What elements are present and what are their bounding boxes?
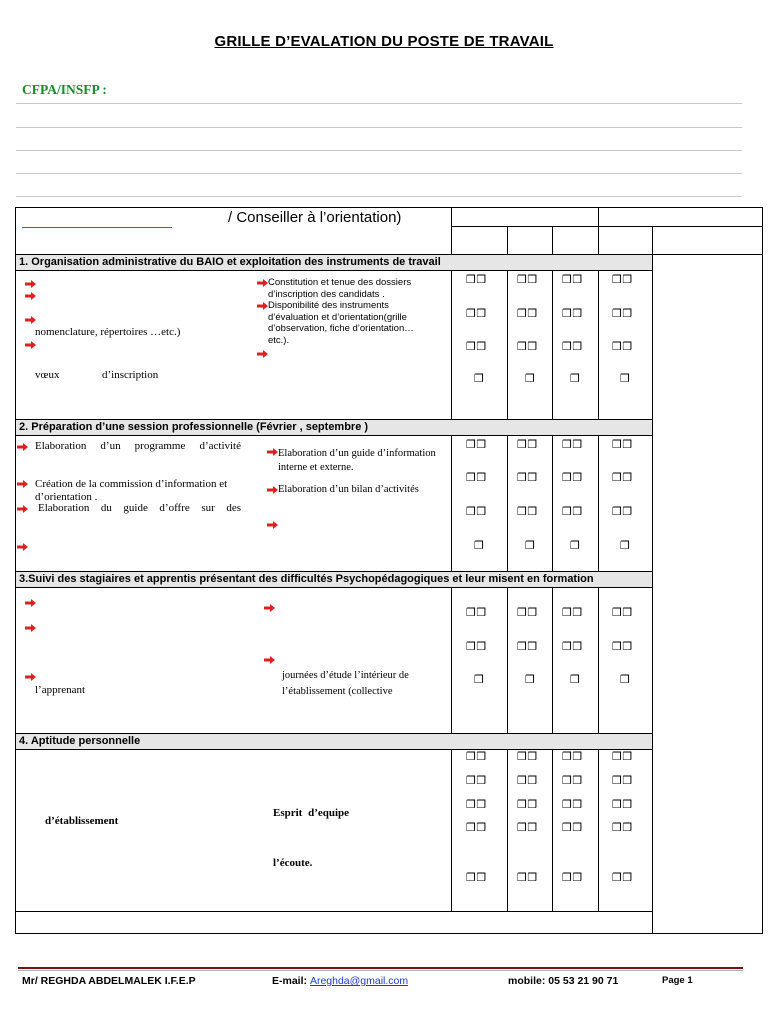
checkbox-single[interactable]: ❒ <box>570 372 581 385</box>
red-arrow-icon <box>264 656 275 664</box>
page-title: GRILLE D’EVALATION DU POSTE DE TRAVAIL <box>214 33 554 50</box>
section-2-right-text: Elaboration d’un bilan d’activités <box>278 484 419 495</box>
checkbox-pair[interactable]: ❒❒ <box>466 340 487 353</box>
footer-rule <box>18 970 743 971</box>
checkbox-pair[interactable]: ❒❒ <box>612 774 633 787</box>
red-arrow-icon <box>25 341 36 349</box>
checkbox-pair[interactable]: ❒❒ <box>612 307 633 320</box>
red-arrow-icon <box>25 599 36 607</box>
checkbox-pair[interactable]: ❒❒ <box>466 821 487 834</box>
checkbox-pair[interactable]: ❒❒ <box>517 307 538 320</box>
checkbox-pair[interactable]: ❒❒ <box>562 505 583 518</box>
checkbox-pair[interactable]: ❒❒ <box>562 606 583 619</box>
section-1-left-text: vœux <box>35 369 60 381</box>
section-4-right-text: l’écoute. <box>273 857 313 869</box>
checkbox-pair[interactable]: ❒❒ <box>562 340 583 353</box>
checkbox-pair[interactable]: ❒❒ <box>562 871 583 884</box>
checkbox-pair[interactable]: ❒❒ <box>612 438 633 451</box>
checkbox-pair[interactable]: ❒❒ <box>466 774 487 787</box>
checkbox-pair[interactable]: ❒❒ <box>612 640 633 653</box>
checkbox-pair[interactable]: ❒❒ <box>517 340 538 353</box>
section-4-left-text: d’établissement <box>45 815 119 827</box>
section-2-left-text: Création de la commission d’information et d’orientation . <box>35 478 228 503</box>
name-field-underline[interactable] <box>22 227 172 228</box>
blank-line[interactable] <box>16 127 742 128</box>
email-link[interactable]: Areghda@gmail.com <box>309 975 409 987</box>
checkbox-pair[interactable]: ❒❒ <box>466 505 487 518</box>
checkbox-pair[interactable]: ❒❒ <box>612 340 633 353</box>
footer-mobile: mobile: 05 53 21 90 71 <box>508 975 619 987</box>
checkbox-pair[interactable]: ❒❒ <box>562 438 583 451</box>
checkbox-pair[interactable]: ❒❒ <box>562 821 583 834</box>
checkbox-pair[interactable]: ❒❒ <box>517 821 538 834</box>
red-arrow-icon <box>25 624 36 632</box>
footer-page-number: Page 1 <box>662 975 693 986</box>
section-3-heading: 3.Suivi des stagiaires et apprentis présentant des difficultés Psychopédagogiques et leur misent en formation <box>19 573 594 585</box>
checkbox-pair[interactable]: ❒❒ <box>612 750 633 763</box>
section-3-left-text: l’apprenant <box>35 684 86 696</box>
checkbox-single[interactable]: ❒ <box>620 539 631 552</box>
red-arrow-icon <box>267 486 278 494</box>
checkbox-pair[interactable]: ❒❒ <box>612 821 633 834</box>
checkbox-pair[interactable]: ❒❒ <box>612 273 633 286</box>
red-arrow-icon <box>267 448 278 456</box>
checkbox-single[interactable]: ❒ <box>474 372 485 385</box>
cfpa-label: CFPA/INSFP : <box>22 82 107 97</box>
section-2-left-text: Elaboration d’un programme d’activité <box>35 440 241 452</box>
red-arrow-icon <box>257 350 268 358</box>
section-2-heading: 2. Préparation d’une session professionnelle (Février , septembre ) <box>19 421 369 433</box>
footer-author: Mr/ REGHDA ABDELMALEK I.F.E.P <box>22 975 196 987</box>
checkbox-pair[interactable]: ❒❒ <box>562 307 583 320</box>
checkbox-pair[interactable]: ❒❒ <box>517 471 538 484</box>
checkbox-single[interactable]: ❒ <box>525 539 536 552</box>
red-arrow-icon <box>17 505 28 513</box>
blank-line[interactable] <box>16 103 742 104</box>
red-arrow-icon <box>25 292 36 300</box>
checkbox-single[interactable]: ❒ <box>570 673 581 686</box>
checkbox-single[interactable]: ❒ <box>570 539 581 552</box>
checkbox-pair[interactable]: ❒❒ <box>517 273 538 286</box>
section-1-right-text: Constitution et tenue des dossiers d’inscription des candidats . <box>268 277 412 300</box>
red-arrow-icon <box>17 480 28 488</box>
blank-line[interactable] <box>16 196 742 197</box>
checkbox-pair[interactable]: ❒❒ <box>562 798 583 811</box>
checkbox-pair[interactable]: ❒❒ <box>517 871 538 884</box>
red-arrow-icon <box>17 443 28 451</box>
checkbox-single[interactable]: ❒ <box>525 673 536 686</box>
checkbox-pair[interactable]: ❒❒ <box>612 505 633 518</box>
checkbox-pair[interactable]: ❒❒ <box>612 871 633 884</box>
red-arrow-icon <box>25 316 36 324</box>
checkbox-pair[interactable]: ❒❒ <box>466 750 487 763</box>
table-title: / Conseiller à l’orientation) <box>228 209 402 226</box>
checkbox-pair[interactable]: ❒❒ <box>612 606 633 619</box>
section-1-right-text: Disponibilité des instruments d’évaluation et d’orientation(grille d’observation, fiche d’orientation…etc.). <box>268 300 414 346</box>
checkbox-pair[interactable]: ❒❒ <box>517 438 538 451</box>
checkbox-pair[interactable]: ❒❒ <box>466 307 487 320</box>
section-1-heading: 1. Organisation administrative du BAIO et exploitation des instruments de travail <box>19 256 441 268</box>
checkbox-pair[interactable]: ❒❒ <box>517 798 538 811</box>
red-arrow-icon <box>257 279 268 287</box>
checkbox-pair[interactable]: ❒❒ <box>466 798 487 811</box>
checkbox-pair[interactable]: ❒❒ <box>562 774 583 787</box>
checkbox-pair[interactable]: ❒❒ <box>562 750 583 763</box>
red-arrow-icon <box>267 521 278 529</box>
checkbox-single[interactable]: ❒ <box>620 372 631 385</box>
section-3-right-text: journées d’étude l’intérieur de l’établissement (collective <box>282 670 409 697</box>
checkbox-pair[interactable]: ❒❒ <box>517 640 538 653</box>
checkbox-pair[interactable]: ❒❒ <box>466 871 487 884</box>
checkbox-pair[interactable]: ❒❒ <box>466 640 487 653</box>
section-1-left-text: d’inscription <box>102 369 159 381</box>
checkbox-pair[interactable]: ❒❒ <box>466 273 487 286</box>
checkbox-pair[interactable]: ❒❒ <box>612 471 633 484</box>
checkbox-pair[interactable]: ❒❒ <box>562 471 583 484</box>
footer-email-label: E-mail: <box>272 975 308 987</box>
section-2-right-text: Elaboration d’un guide d’information interne et externe. <box>278 448 436 473</box>
red-arrow-icon <box>25 280 36 288</box>
section-1-left-text: nomenclature, répertoires …etc.) <box>35 326 181 338</box>
red-arrow-icon <box>257 302 268 310</box>
checkbox-pair[interactable]: ❒❒ <box>466 471 487 484</box>
checkbox-pair[interactable]: ❒❒ <box>562 640 583 653</box>
checkbox-pair[interactable]: ❒❒ <box>517 606 538 619</box>
section-2-left-text: Elaboration du guide d’offre sur des <box>38 502 241 514</box>
checkbox-pair[interactable]: ❒❒ <box>517 774 538 787</box>
red-arrow-icon <box>25 673 36 681</box>
checkbox-single[interactable]: ❒ <box>474 539 485 552</box>
footer-email <box>272 975 408 987</box>
blank-line[interactable] <box>16 150 742 151</box>
red-arrow-icon <box>264 604 275 612</box>
checkbox-pair[interactable]: ❒❒ <box>466 606 487 619</box>
checkbox-pair[interactable]: ❒❒ <box>517 750 538 763</box>
footer-rule <box>18 967 743 969</box>
checkbox-pair[interactable]: ❒❒ <box>612 798 633 811</box>
blank-line[interactable] <box>16 173 742 174</box>
checkbox-pair[interactable]: ❒❒ <box>466 438 487 451</box>
checkbox-pair[interactable]: ❒❒ <box>517 505 538 518</box>
section-4-heading: 4. Aptitude personnelle <box>19 735 141 747</box>
checkbox-pair[interactable]: ❒❒ <box>562 273 583 286</box>
checkbox-single[interactable]: ❒ <box>620 673 631 686</box>
checkbox-single[interactable]: ❒ <box>525 372 536 385</box>
checkbox-single[interactable]: ❒ <box>474 673 485 686</box>
red-arrow-icon <box>17 543 28 551</box>
section-4-right-text: Esprit d’equipe <box>273 807 350 819</box>
